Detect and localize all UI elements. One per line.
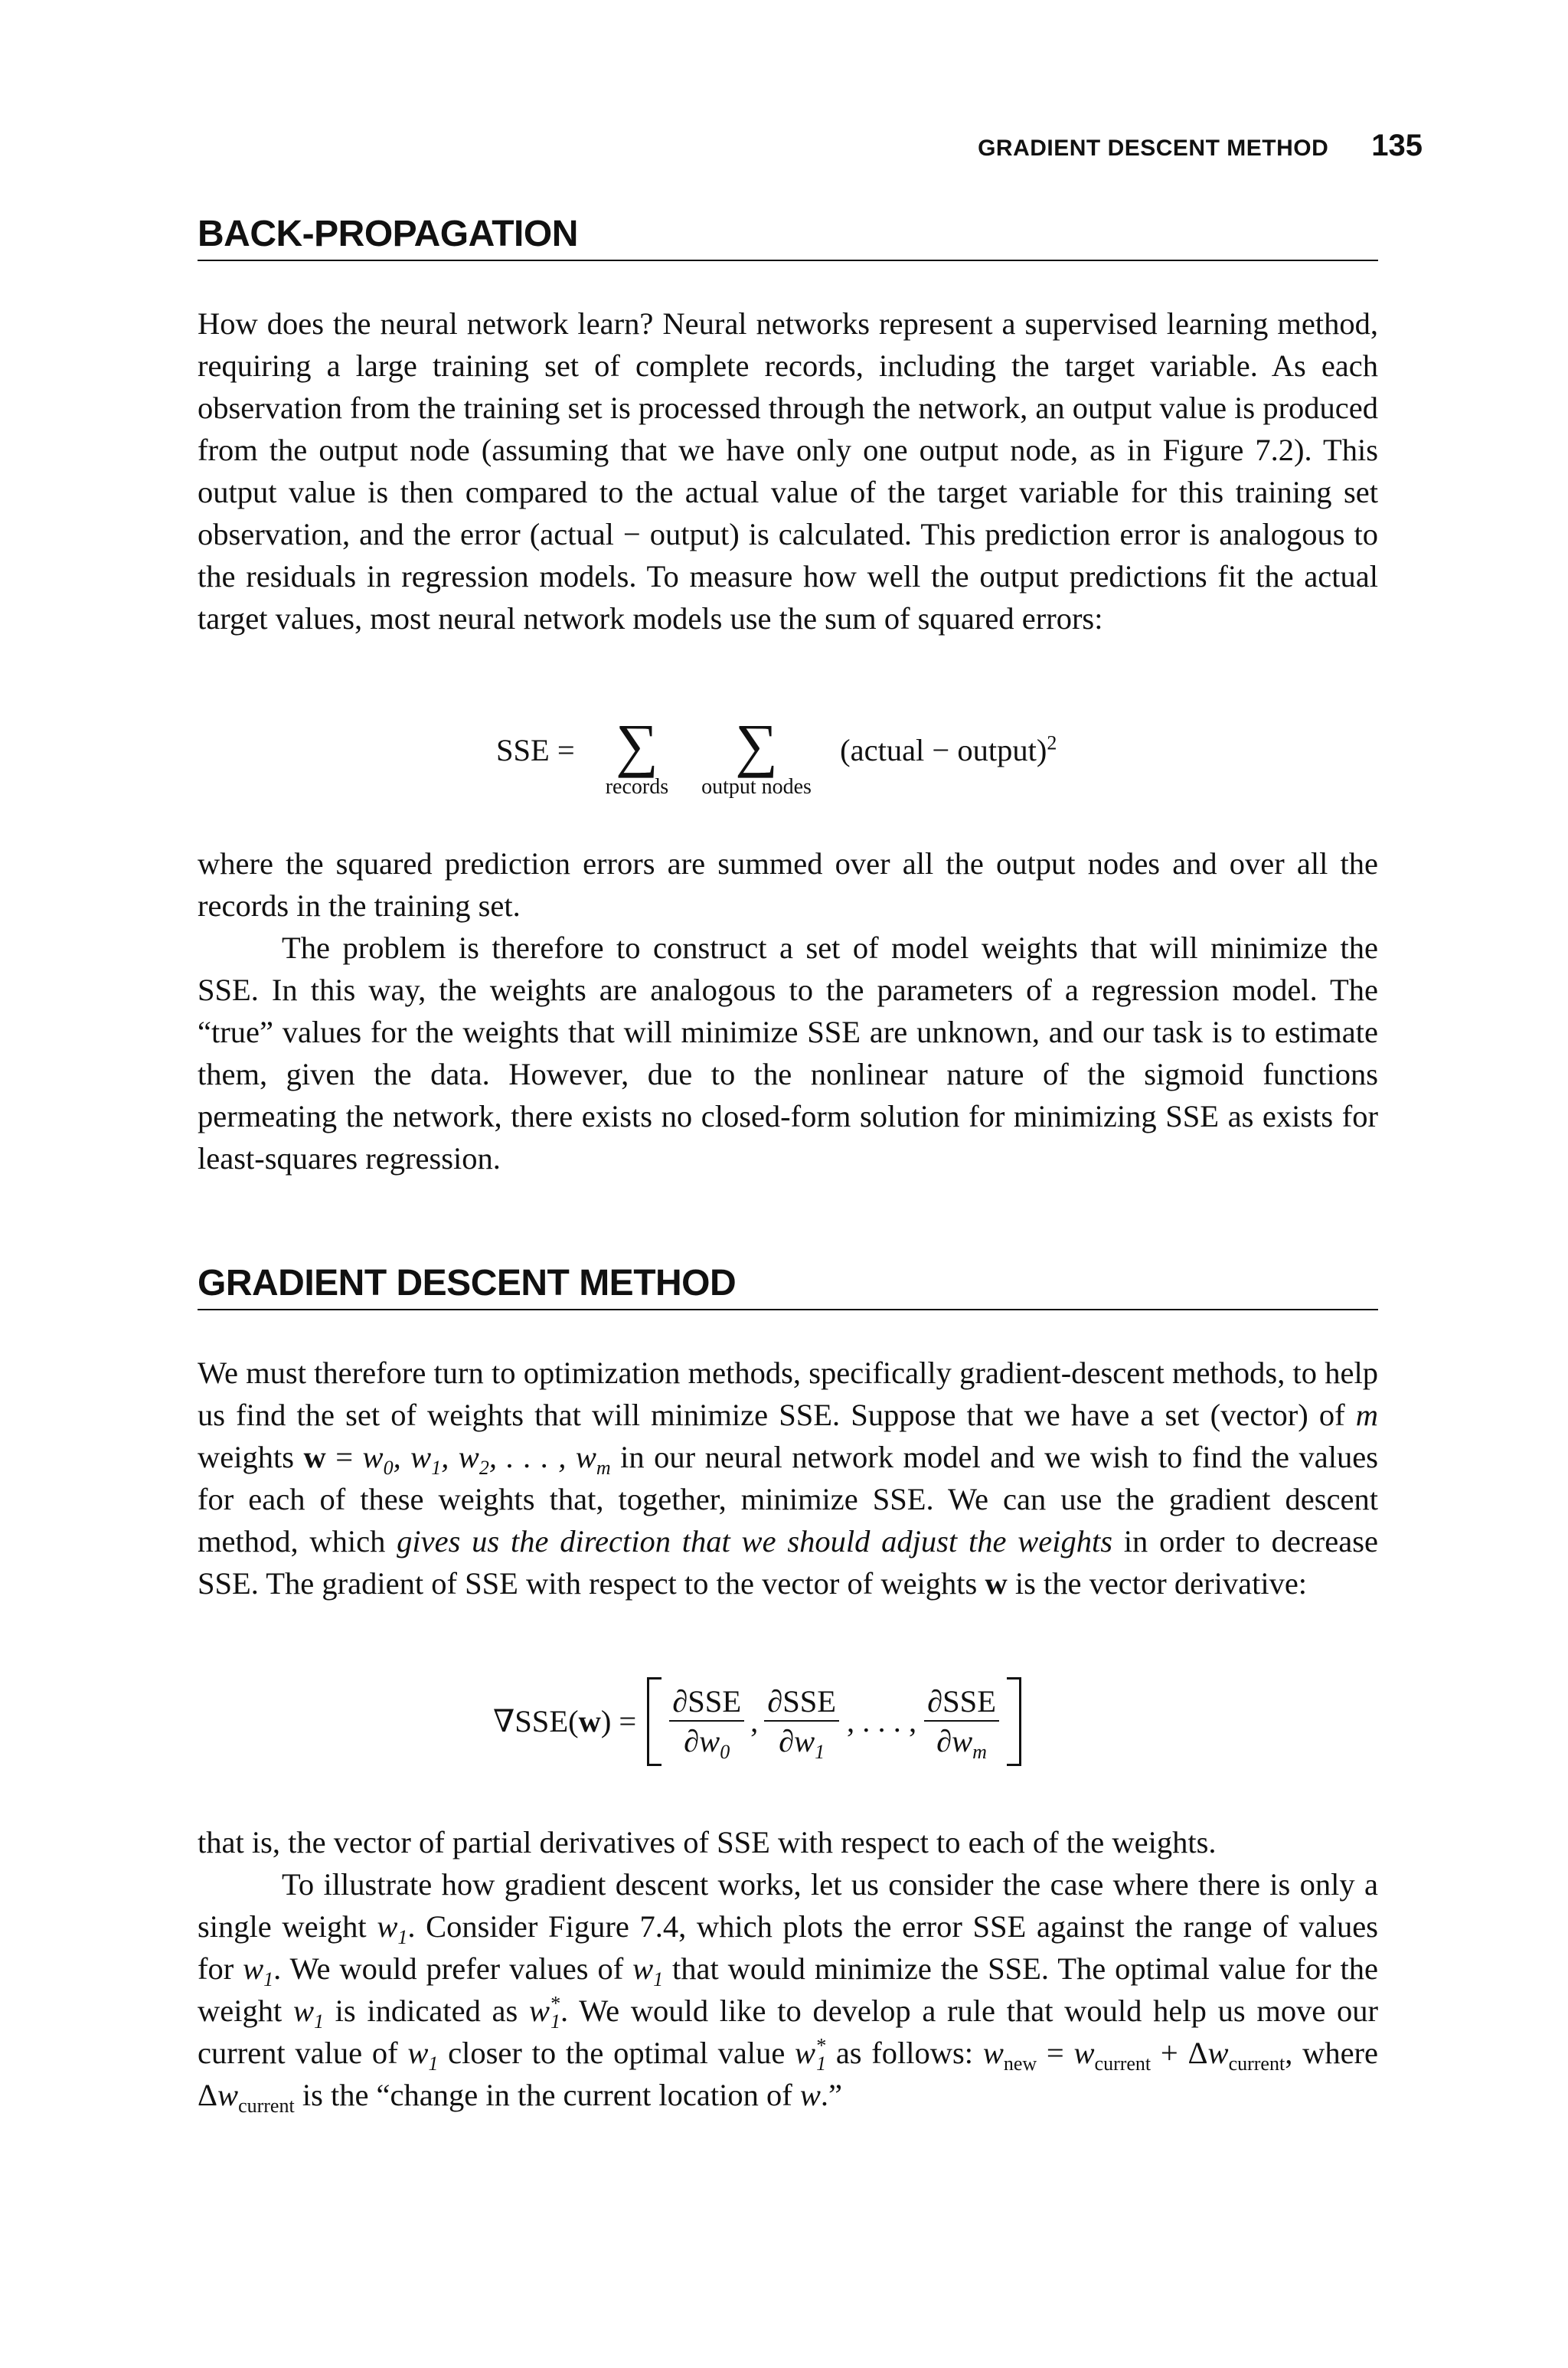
text-run: in our neural network model and we wish to find the values for each of these weights that, together, minimize SSE. We can use the gradient descent method, which (198, 1440, 1378, 1559)
subscript: 1 (653, 1968, 664, 1991)
subscript: 1 (428, 2052, 439, 2075)
var-w: w (377, 1909, 398, 1944)
text-run: = (1037, 2036, 1074, 2070)
weights-list: $w_0$, $w_1$, $w_2$, . . . , $w_m$ (362, 1440, 611, 1480)
w-current (217, 2078, 295, 2118)
partial-symbol: ∂w (684, 1724, 720, 1758)
text-run: . We would like to develop a rule that would help us move our current value of (198, 1994, 1378, 2070)
denominator (924, 1722, 999, 1764)
text-run: as follows: (826, 2036, 983, 2070)
sse-equation-term: (actual − output) (840, 733, 1047, 767)
gradient-paragraph-3 (198, 1863, 1378, 2116)
optimal-weight (795, 2034, 827, 2075)
partial-w0 (669, 1683, 744, 1764)
subscript: new (1003, 2052, 1037, 2075)
subscript: current (238, 2095, 295, 2118)
w-current (1073, 2036, 1152, 2075)
ellipsis: , . . . , (847, 1703, 917, 1738)
backprop-paragraph-1: How does the neural network learn? Neural networks represent a supervised learning method, requiring a large training set of complete records, including the target variable. As each observation from the training set is processed through the network, an output value is produced from the output node (assuming that we have only one output node, as in Figure 7.2). This output value is then compared to the actual value of the target variable for this training set observation, and the error (actual − output) is calculated. This prediction error is analogous to the residuals in regression models. To measure how well the output predictions fit the actual target values, most neural network models use the sum of squared errors: (198, 306, 1379, 636)
var-w: w (1073, 2036, 1095, 2070)
text-run: We must therefore turn to optimization methods, specifically gradient-descent methods, to help us find the set of weights that will minimize SSE. Suppose that we have a set (vector) of (198, 1356, 1378, 1433)
numerator: ∂SSE (764, 1686, 839, 1722)
var-w: w (795, 2036, 816, 2070)
text-run: is the vector derivative: (1007, 1566, 1308, 1601)
denominator (764, 1722, 839, 1764)
backprop-paragraph-2: where the squared prediction errors are summed over all the output nodes and over all the records in the training set. (198, 846, 1378, 923)
vector-w: w (578, 1703, 601, 1738)
subscript: 1 (550, 2010, 561, 2033)
italic-emphasis: gives us the direction that we should adjust the weights (397, 1524, 1112, 1559)
w-current (1207, 2036, 1285, 2075)
backprop-section-continued (198, 842, 1378, 1179)
subscript: 0 (720, 1741, 730, 1764)
var-w: w (799, 2078, 821, 2112)
sigma-symbol: ∑ (735, 711, 778, 778)
gradient-section-continued (198, 1821, 1378, 2116)
var-w: w (982, 2036, 1004, 2070)
text-run: . We would prefer values of (273, 1951, 633, 1986)
subscript: current (1094, 2052, 1152, 2075)
var-w: w (217, 2078, 239, 2112)
subscript: 1 (815, 1741, 825, 1764)
sse-equation-lhs: SSE = (496, 733, 575, 767)
w-new (982, 2036, 1037, 2075)
text-run: weights (198, 1440, 304, 1475)
text-run: is the “change in the current location of (294, 2078, 800, 2112)
sigma-symbol: ∑ (616, 711, 658, 778)
partial-symbol: ∂w (779, 1724, 815, 1758)
sum-records-label: records (605, 775, 669, 799)
weight-w1 (243, 1951, 274, 1991)
weight-w1 (292, 1994, 324, 2033)
subscript: 1 (313, 2010, 324, 2033)
gradient-equation (493, 1677, 1021, 1766)
partial-symbol: ∂w (936, 1724, 973, 1758)
vector-w: w (985, 1566, 1008, 1601)
sum-output-nodes (691, 711, 822, 799)
weight-w1 (377, 1909, 408, 1949)
subscript: 1 (816, 2052, 827, 2075)
subscript: m (972, 1741, 987, 1764)
backprop-paragraph-3: The problem is therefore to construct a set of model weights that will minimize the SSE. In this way, the weights are analogous to the parameters of a regression model. The “true” values for the weights that will minimize SSE are unknown, and our task is to estimate them, given the data. However, due to the nonlinear nature of the sigmoid functions permeating the network, there exists no closed-form solution for minimizing SSE as exists for least-squares regression. (198, 931, 1378, 1176)
sum-records (595, 711, 679, 799)
sse-equation (496, 711, 1057, 799)
var-w: w (243, 1951, 264, 1986)
backprop-section (198, 213, 1378, 639)
text-run: = (325, 1440, 363, 1475)
left-bracket (647, 1677, 662, 1766)
subscript: current (1228, 2052, 1285, 2075)
vector-w: w (303, 1440, 326, 1475)
subscript: 1 (397, 1926, 408, 1949)
sum-output-nodes-label: output nodes (701, 775, 812, 799)
text-run: is indicated as (323, 1994, 530, 2028)
numerator: ∂SSE (669, 1686, 744, 1722)
superscript-star: * (815, 2034, 826, 2057)
gradient-heading: GRADIENT DESCENT METHOD (198, 1262, 1378, 1310)
text-run: that would minimize the SSE. The optimal value for the weight (198, 1951, 1378, 2028)
var-w: w (1207, 2036, 1229, 2070)
running-head-title: GRADIENT DESCENT METHOD (978, 136, 1329, 161)
var-w: w (292, 1994, 314, 2028)
comma: , (750, 1703, 759, 1738)
var-w: w (407, 2036, 429, 2070)
var-w: w (632, 1951, 654, 1986)
var-w: w (529, 1994, 550, 2028)
weight-w1 (632, 1951, 664, 1991)
denominator (669, 1722, 744, 1764)
sse-equation-body (840, 731, 1057, 767)
backprop-heading: BACK-PROPAGATION (198, 213, 1378, 261)
partial-wm (924, 1683, 999, 1764)
running-head (978, 129, 1423, 163)
text-run: To illustrate how gradient descent works, let us consider the case where there is only a single weight (198, 1867, 1378, 1944)
nabla-sse: ∇SSE( (493, 1703, 579, 1738)
numerator: ∂SSE (924, 1686, 999, 1722)
gradient-paragraph-1 (198, 1352, 1378, 1604)
optimal-weight (529, 1992, 561, 2033)
superscript-star: * (550, 1992, 560, 2015)
text-run: in order to decrease SSE. The gradient of SSE with respect to the vector of weights (198, 1524, 1378, 1601)
text-run: , where Δ (198, 2036, 1379, 2112)
equals: ) = (600, 1703, 637, 1738)
text-run: . Consider Figure 7.4, which plots the error SSE against the range of values for (198, 1909, 1378, 1986)
text-run: closer to the optimal value (438, 2036, 795, 2070)
partial-w1 (764, 1683, 839, 1764)
gradient-section (198, 1262, 1378, 1604)
text-run: .” (820, 2078, 842, 2112)
subscript: 1 (263, 1968, 274, 1991)
sse-equation-power: 2 (1047, 731, 1057, 754)
weight-w1 (407, 2036, 439, 2075)
right-bracket (1007, 1677, 1021, 1766)
gradient-equation-lhs (493, 1703, 637, 1738)
gradient-paragraph-2: that is, the vector of partial derivatives of SSE with respect to each of the weights. (198, 1825, 1217, 1859)
variable-m: m (1355, 1398, 1378, 1433)
page-number: 135 (1371, 129, 1423, 162)
text-run: + Δ (1151, 2036, 1208, 2070)
